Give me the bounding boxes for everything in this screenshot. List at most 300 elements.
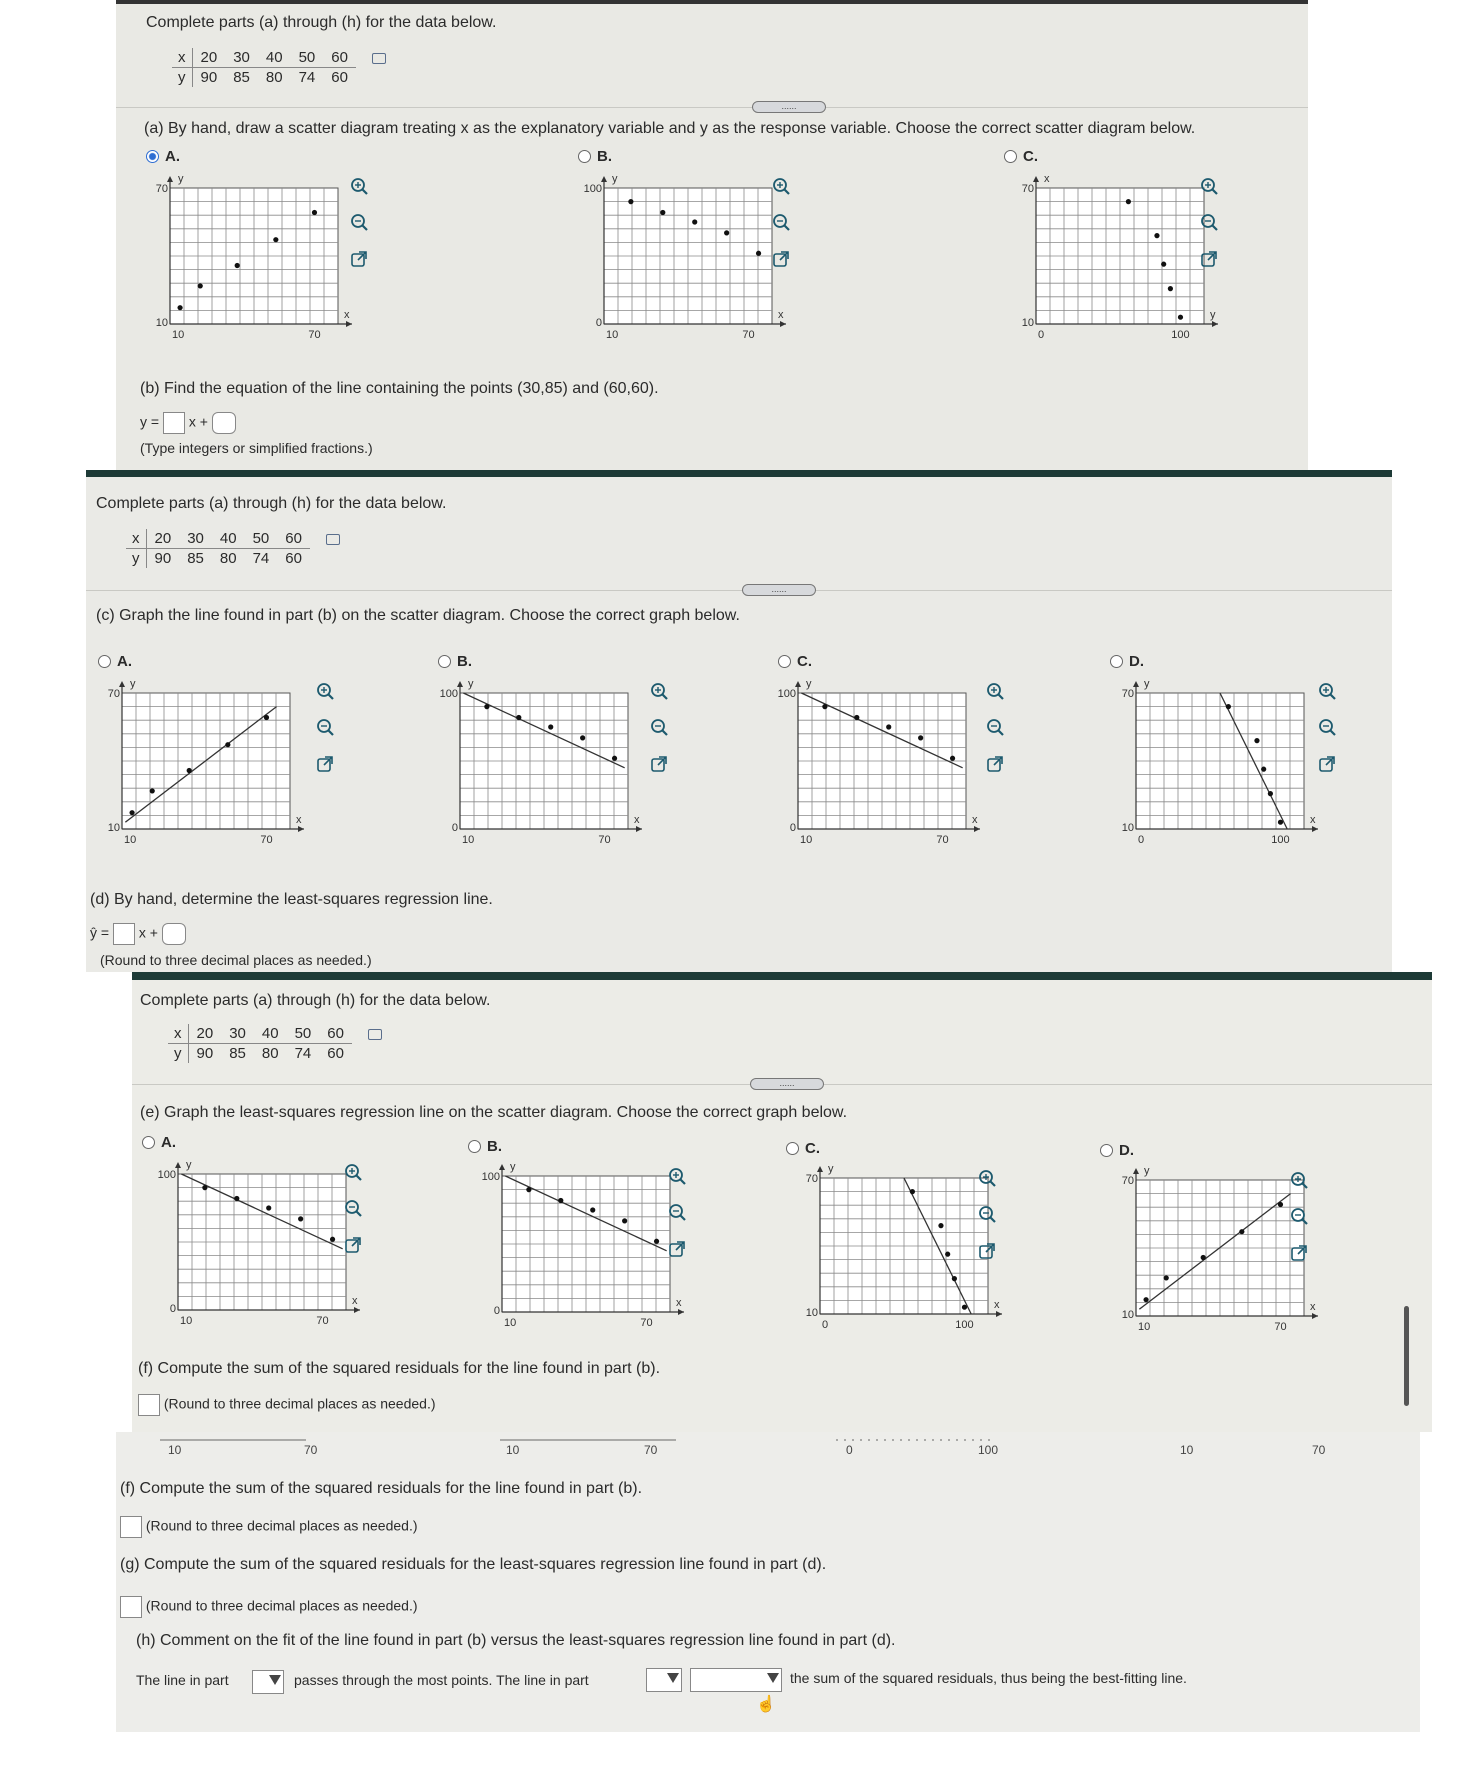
- part-f-input[interactable]: [138, 1394, 160, 1416]
- data-point: [187, 768, 192, 773]
- axis-label: x: [1044, 174, 1050, 185]
- option-label: D.: [1129, 653, 1144, 670]
- x-axis-arrow: [1312, 826, 1318, 832]
- data-point: [910, 1189, 915, 1194]
- tick-label: 10: [606, 329, 619, 341]
- axis-label: x: [676, 1297, 682, 1309]
- tick-label: 70: [644, 1443, 658, 1457]
- table-cell: 90: [200, 69, 218, 86]
- part-f-input[interactable]: [120, 1516, 142, 1538]
- part-g-prompt: (g) Compute the sum of the squared residuals for the least-squares regression line found in part (d).: [120, 1556, 827, 1573]
- tick-label: 10: [168, 1443, 182, 1457]
- data-point: [756, 251, 761, 256]
- part-g-input[interactable]: [120, 1596, 142, 1618]
- y-axis-arrow: [499, 1164, 505, 1170]
- tick-label: 70: [155, 183, 168, 195]
- table-cell: 30: [179, 529, 212, 549]
- tick-label: 0: [451, 822, 458, 834]
- zoom-out-icon[interactable]: [1316, 717, 1338, 739]
- zoom-in-icon[interactable]: [1316, 681, 1338, 703]
- open-graph-icon[interactable]: [1288, 1242, 1310, 1264]
- part-g-answer: [120, 1596, 418, 1618]
- open-graph-icon[interactable]: [1316, 753, 1338, 775]
- tick-label: 100: [955, 1319, 974, 1331]
- data-point: [1126, 199, 1131, 204]
- data-point: [273, 237, 278, 242]
- eq-mid: x +: [138, 924, 158, 941]
- part-f-hint: (Round to three decimal places as needed.): [145, 1517, 418, 1534]
- intercept-input[interactable]: [212, 412, 236, 434]
- part-b-hint: (Type integers or simplified fractions.): [140, 440, 373, 456]
- open-graph-icon[interactable]: [770, 248, 792, 270]
- open-graph-icon[interactable]: [348, 248, 370, 270]
- screenshot-panel-2: [86, 470, 1392, 972]
- table-cell: 40: [258, 48, 291, 68]
- data-point: [654, 1239, 659, 1244]
- axis-label: y: [468, 679, 474, 690]
- tick-label: 0: [822, 1319, 829, 1331]
- tick-label: 10: [1180, 1443, 1194, 1457]
- chevron-down-icon: [269, 1675, 281, 1685]
- option-label: A.: [161, 1134, 176, 1151]
- part-f-prompt: (f) Compute the sum of the squared residuals for the line found in part (b).: [138, 1360, 661, 1377]
- data-table: [126, 529, 348, 568]
- eq-lhs: y =: [140, 413, 160, 430]
- tick-label: 100: [978, 1443, 999, 1457]
- y-axis-arrow: [1133, 1168, 1139, 1174]
- tick-label: 0: [789, 822, 796, 834]
- problem-title: Complete parts (a) through (h) for the data below.: [96, 495, 447, 512]
- data-point: [266, 1205, 271, 1210]
- data-point: [234, 1196, 239, 1201]
- axis-label: x: [1310, 1301, 1316, 1313]
- data-point: [886, 724, 891, 729]
- data-point: [950, 756, 955, 761]
- data-point: [918, 735, 923, 740]
- option-c-radio[interactable]: [778, 653, 812, 671]
- tick-label: 70: [742, 329, 755, 341]
- data-point: [129, 810, 134, 815]
- open-graph-icon[interactable]: [648, 753, 670, 775]
- tick-label: 100: [157, 1169, 176, 1181]
- chevron-down-icon: [667, 1673, 679, 1683]
- table-cell: 90: [196, 1045, 214, 1062]
- scatter-graph: [768, 679, 998, 859]
- data-point: [724, 230, 729, 235]
- tick-label: 10: [180, 1315, 193, 1327]
- part-f-hint: (Round to three decimal places as needed.): [163, 1395, 436, 1412]
- x-axis-arrow: [780, 321, 786, 327]
- table-cell: 60: [327, 1045, 344, 1062]
- x-axis-arrow: [354, 1307, 360, 1313]
- option-c-radio[interactable]: [786, 1140, 820, 1158]
- table-cell: 80: [219, 550, 237, 567]
- data-point: [150, 788, 155, 793]
- zoom-in-icon[interactable]: [348, 176, 370, 198]
- data-point: [558, 1198, 563, 1203]
- x-header: x: [172, 48, 192, 68]
- zoom-out-icon[interactable]: [1288, 1206, 1310, 1228]
- scatter-graph: [92, 679, 322, 859]
- part-f-prompt: (f) Compute the sum of the squared residuals for the line found in part (b).: [120, 1480, 643, 1497]
- data-point: [1278, 1202, 1283, 1207]
- option-label: B.: [487, 1138, 502, 1155]
- part-d-hint: (Round to three decimal places as needed.): [100, 952, 372, 968]
- zoom-in-icon[interactable]: [770, 176, 792, 198]
- tick-label: 10: [805, 1307, 818, 1319]
- zoom-in-icon[interactable]: [342, 1162, 364, 1184]
- axis-label: y: [1210, 309, 1216, 321]
- eq-mid: x +: [188, 413, 208, 430]
- tick-label: 0: [493, 1305, 500, 1317]
- option-label: A.: [165, 148, 180, 165]
- copy-data-icon[interactable]: [372, 53, 386, 64]
- table-cell: 20: [192, 48, 225, 68]
- axis-label: y: [1144, 679, 1150, 690]
- part-g-hint: (Round to three decimal places as needed.): [145, 1597, 418, 1614]
- data-point: [330, 1237, 335, 1242]
- tick-label: 100: [1271, 834, 1290, 846]
- option-b-radio[interactable]: [438, 653, 472, 671]
- tick-label: 70: [304, 1443, 318, 1457]
- tick-label: 100: [583, 183, 602, 195]
- zoom-out-icon[interactable]: [342, 1198, 364, 1220]
- axis-label: y: [828, 1164, 834, 1175]
- open-graph-icon[interactable]: [1198, 248, 1220, 270]
- axis-label: y: [806, 679, 812, 690]
- divider: [116, 107, 1308, 108]
- axis-label: x: [352, 1295, 358, 1307]
- part-h-prompt: (h) Comment on the fit of the line found in part (b) versus the least-squares regression line found in part (d).: [136, 1632, 896, 1649]
- table-cell: 74: [294, 1045, 312, 1062]
- data-point: [1261, 767, 1266, 772]
- part-b-prompt: (b) Find the equation of the line containing the points (30,85) and (60,60).: [140, 380, 659, 397]
- y-axis-arrow: [817, 1166, 823, 1172]
- tick-label: 70: [107, 688, 120, 700]
- data-point: [962, 1305, 967, 1310]
- data-point: [952, 1276, 957, 1281]
- zoom-in-icon[interactable]: [648, 681, 670, 703]
- option-a-radio[interactable]: [142, 1134, 176, 1152]
- axis-label: y: [1144, 1166, 1150, 1177]
- axis-label: x: [296, 814, 302, 826]
- tick-label: 100: [481, 1171, 500, 1183]
- part-b-equation: [140, 412, 236, 434]
- data-table: [172, 48, 394, 87]
- tick-label: 70: [1121, 688, 1134, 700]
- part-d-prompt: (d) By hand, determine the least-squares regression line.: [90, 891, 493, 908]
- tick-label: 10: [504, 1317, 517, 1329]
- eq-lhs: ŷ =: [90, 924, 110, 941]
- data-point: [177, 305, 182, 310]
- data-point: [580, 735, 585, 740]
- table-cell: 50: [287, 1024, 320, 1044]
- data-point: [1278, 820, 1283, 825]
- open-graph-icon[interactable]: [984, 753, 1006, 775]
- tick-label: 100: [777, 688, 796, 700]
- table-cell: 60: [285, 550, 302, 567]
- axis-label: x: [1310, 814, 1316, 826]
- option-d-radio[interactable]: [1100, 1142, 1134, 1160]
- problem-title: Complete parts (a) through (h) for the data below.: [140, 992, 491, 1009]
- tick-label: 10: [1121, 1309, 1134, 1321]
- open-graph-icon[interactable]: [342, 1234, 364, 1256]
- scrollbar[interactable]: [1404, 1306, 1409, 1406]
- tick-label: 0: [595, 317, 602, 329]
- cropped-axis-strip: [116, 1432, 1420, 1462]
- table-cell: 85: [229, 1045, 246, 1062]
- zoom-out-icon[interactable]: [984, 717, 1006, 739]
- zoom-in-icon[interactable]: [1288, 1170, 1310, 1192]
- y-axis-arrow: [167, 176, 173, 182]
- data-point: [938, 1223, 943, 1228]
- y-axis-arrow: [175, 1162, 181, 1168]
- tick-label: 70: [640, 1317, 653, 1329]
- x-axis-arrow: [974, 826, 980, 832]
- option-a-radio[interactable]: [146, 148, 180, 166]
- axis-label: y: [186, 1160, 192, 1171]
- intercept-input[interactable]: [162, 923, 186, 945]
- x-axis-arrow: [1312, 1313, 1318, 1319]
- scatter-graph: [430, 679, 660, 859]
- tick-label: 10: [124, 834, 137, 846]
- tick-label: 70: [936, 834, 949, 846]
- data-point: [1168, 286, 1173, 291]
- zoom-out-icon[interactable]: [976, 1204, 998, 1226]
- part-h-line-dropdown-1[interactable]: [252, 1670, 284, 1694]
- data-point: [945, 1252, 950, 1257]
- data-point: [264, 715, 269, 720]
- table-cell: 30: [225, 48, 258, 68]
- x-axis-arrow: [1212, 321, 1218, 327]
- data-point: [622, 1218, 627, 1223]
- tick-label: 10: [1121, 822, 1134, 834]
- data-table: [168, 1024, 390, 1063]
- y-axis-arrow: [457, 681, 463, 687]
- tick-label: 10: [462, 834, 475, 846]
- data-point: [235, 263, 240, 268]
- tick-label: 70: [805, 1173, 818, 1185]
- option-label: C.: [805, 1140, 820, 1157]
- x-header: x: [168, 1024, 188, 1044]
- data-point: [854, 715, 859, 720]
- part-h-text-1: The line in part: [136, 1672, 229, 1688]
- tick-label: 70: [598, 834, 611, 846]
- more-button[interactable]: ......: [752, 101, 826, 113]
- y-header: y: [172, 68, 192, 88]
- tick-label: 70: [1121, 1175, 1134, 1187]
- scatter-graph: [1106, 679, 1336, 859]
- axis-label: y: [510, 1162, 516, 1173]
- option-label: D.: [1119, 1142, 1134, 1159]
- x-axis-arrow: [298, 826, 304, 832]
- table-cell: 60: [319, 1024, 352, 1044]
- option-label: B.: [597, 148, 612, 165]
- tick-label: 10: [1138, 1321, 1151, 1333]
- axis-label: y: [178, 174, 184, 185]
- chevron-down-icon: [767, 1673, 779, 1683]
- table-cell: 80: [261, 1045, 279, 1062]
- axis-label: x: [994, 1299, 1000, 1311]
- table-cell: 74: [252, 550, 270, 567]
- part-e-prompt: (e) Graph the least-squares regression line on the scatter diagram. Choose the correct graph below.: [140, 1104, 848, 1121]
- open-graph-icon[interactable]: [666, 1238, 688, 1260]
- zoom-out-icon[interactable]: [348, 212, 370, 234]
- tick-label: 0: [169, 1303, 176, 1315]
- axis-label: x: [972, 814, 978, 826]
- table-cell: 50: [291, 48, 324, 68]
- option-label: A.: [117, 653, 132, 670]
- divider: [86, 590, 1392, 591]
- y-axis-arrow: [601, 176, 607, 182]
- data-point: [612, 756, 617, 761]
- tick-label: 10: [155, 317, 168, 329]
- data-point: [298, 1216, 303, 1221]
- data-point: [1143, 1297, 1148, 1302]
- axis-label: x: [344, 309, 350, 321]
- data-point: [1201, 1255, 1206, 1260]
- part-h-text-3: the sum of the squared residuals, thus being the best-fitting line.: [790, 1670, 1187, 1686]
- data-point: [1268, 791, 1273, 796]
- data-point: [548, 724, 553, 729]
- x-axis-arrow: [678, 1309, 684, 1315]
- y-axis-arrow: [1133, 681, 1139, 687]
- part-f-answer: [120, 1516, 418, 1538]
- table-cell: 20: [188, 1024, 221, 1044]
- more-button[interactable]: ......: [750, 1078, 824, 1090]
- axis-label: x: [634, 814, 640, 826]
- tick-label: 10: [172, 329, 185, 341]
- data-point: [590, 1207, 595, 1212]
- option-label: C.: [1023, 148, 1038, 165]
- zoom-out-icon[interactable]: [314, 717, 336, 739]
- tick-label: 0: [1038, 329, 1045, 341]
- tick-label: 10: [506, 1443, 520, 1457]
- zoom-in-icon[interactable]: [1198, 176, 1220, 198]
- zoom-in-icon[interactable]: [976, 1168, 998, 1190]
- part-c-prompt: (c) Graph the line found in part (b) on the scatter diagram. Choose the correct graph below.: [96, 607, 740, 624]
- copy-data-icon[interactable]: [326, 534, 340, 545]
- data-point: [1164, 1275, 1169, 1280]
- tick-label: 70: [316, 1315, 329, 1327]
- zoom-out-icon[interactable]: [666, 1202, 688, 1224]
- axis-label: y: [130, 679, 136, 690]
- data-point: [1154, 233, 1159, 238]
- data-point: [822, 704, 827, 709]
- x-axis-arrow: [346, 321, 352, 327]
- tick-label: 10: [107, 822, 120, 834]
- data-point: [526, 1187, 531, 1192]
- tick-label: 100: [439, 688, 458, 700]
- option-c-radio[interactable]: [1004, 148, 1038, 166]
- axis-label: x: [778, 309, 784, 321]
- tick-label: 0: [846, 1443, 853, 1457]
- tick-label: 0: [1138, 834, 1145, 846]
- data-point: [660, 210, 665, 215]
- zoom-in-icon[interactable]: [666, 1166, 688, 1188]
- data-point: [312, 210, 317, 215]
- slope-input[interactable]: [163, 412, 185, 434]
- zoom-in-icon[interactable]: [984, 681, 1006, 703]
- option-label: B.: [457, 653, 472, 670]
- data-point: [484, 704, 489, 709]
- table-cell: 60: [277, 529, 310, 549]
- x-axis-arrow: [636, 826, 642, 832]
- option-label: C.: [797, 653, 812, 670]
- copy-data-icon[interactable]: [368, 1029, 382, 1040]
- data-point: [202, 1185, 207, 1190]
- open-graph-icon[interactable]: [314, 753, 336, 775]
- tick-label: 10: [800, 834, 813, 846]
- data-point: [1226, 704, 1231, 709]
- table-cell: 30: [221, 1024, 254, 1044]
- tick-label: 70: [308, 329, 321, 341]
- table-cell: 85: [233, 69, 250, 86]
- table-cell: 85: [187, 550, 204, 567]
- option-d-radio[interactable]: [1110, 653, 1144, 671]
- data-point: [198, 283, 203, 288]
- slope-input[interactable]: [113, 923, 135, 945]
- part-d-equation: [90, 923, 186, 945]
- table-cell: 60: [323, 48, 356, 68]
- part-h-line-dropdown-2[interactable]: [646, 1668, 682, 1692]
- option-a-radio[interactable]: [98, 653, 132, 671]
- option-b-radio[interactable]: [578, 148, 612, 166]
- x-axis-arrow: [996, 1311, 1002, 1317]
- y-axis-arrow: [119, 681, 125, 687]
- screenshot-panel-3: [132, 972, 1432, 1432]
- zoom-out-icon[interactable]: [1198, 212, 1220, 234]
- data-point: [1161, 262, 1166, 267]
- tick-label: 70: [1021, 183, 1034, 195]
- part-a-prompt: (a) By hand, draw a scatter diagram treating x as the explanatory variable and y as the response variable. Choose the correct scatter diagram below.: [144, 120, 1196, 137]
- table-cell: 20: [146, 529, 179, 549]
- tick-label: 70: [1312, 1443, 1326, 1457]
- y-header: y: [168, 1044, 188, 1064]
- zoom-out-icon[interactable]: [770, 212, 792, 234]
- y-axis-arrow: [795, 681, 801, 687]
- table-cell: 74: [298, 69, 316, 86]
- more-button[interactable]: ......: [742, 584, 816, 596]
- table-cell: 80: [265, 69, 283, 86]
- scatter-graph: [140, 174, 370, 354]
- table-cell: 60: [331, 69, 348, 86]
- tick-label: 100: [1171, 329, 1190, 341]
- screenshot-panel-4: [116, 1432, 1420, 1732]
- zoom-in-icon[interactable]: [314, 681, 336, 703]
- x-header: x: [126, 529, 146, 549]
- problem-title: Complete parts (a) through (h) for the data below.: [146, 14, 497, 31]
- table-cell: 40: [212, 529, 245, 549]
- data-point: [225, 742, 230, 747]
- tick-label: 10: [1021, 317, 1034, 329]
- option-b-radio[interactable]: [468, 1138, 502, 1156]
- axis-label: y: [612, 174, 618, 185]
- screenshot-panel-1: [116, 0, 1308, 470]
- zoom-out-icon[interactable]: [648, 717, 670, 739]
- data-point: [1178, 315, 1183, 320]
- data-point: [516, 715, 521, 720]
- table-cell: 90: [154, 550, 172, 567]
- y-header: y: [126, 549, 146, 569]
- part-h-comparison-dropdown[interactable]: [690, 1668, 782, 1692]
- open-graph-icon[interactable]: [976, 1240, 998, 1262]
- table-cell: 40: [254, 1024, 287, 1044]
- tick-label: 70: [260, 834, 273, 846]
- data-point: [692, 219, 697, 224]
- part-f-answer: [138, 1394, 436, 1416]
- table-cell: 50: [245, 529, 278, 549]
